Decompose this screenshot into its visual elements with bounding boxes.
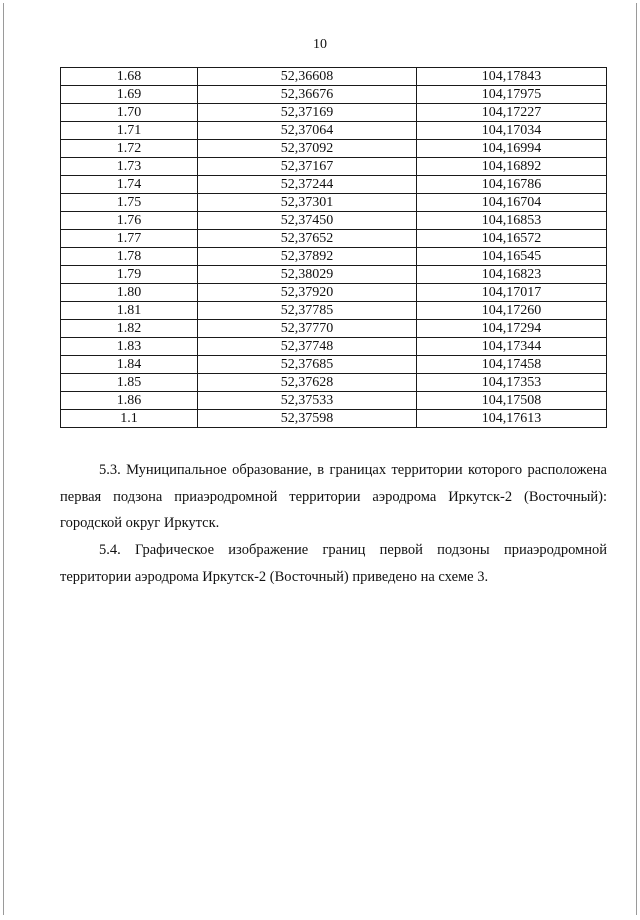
- latitude-cell: 52,37533: [198, 392, 417, 410]
- latitude-cell: 52,37652: [198, 230, 417, 248]
- point-number-cell: 1.69: [61, 86, 198, 104]
- table-row: [61, 374, 607, 392]
- longitude-cell: 104,17227: [417, 104, 607, 122]
- longitude-cell: 104,17843: [417, 68, 607, 86]
- latitude-cell: 52,38029: [198, 266, 417, 284]
- table-row: [61, 104, 607, 122]
- point-number-cell: 1.73: [61, 158, 198, 176]
- point-number-cell: 1.77: [61, 230, 198, 248]
- point-number-cell: 1.75: [61, 194, 198, 212]
- latitude-cell: 52,37064: [198, 122, 417, 140]
- latitude-cell: 52,36676: [198, 86, 417, 104]
- table-row: [61, 194, 607, 212]
- point-number-cell: 1.82: [61, 320, 198, 338]
- latitude-cell: 52,37169: [198, 104, 417, 122]
- table-row: [61, 158, 607, 176]
- latitude-cell: 52,37770: [198, 320, 417, 338]
- table-row: [61, 356, 607, 374]
- table-row: [61, 392, 607, 410]
- table-row: [61, 266, 607, 284]
- table-row: [61, 338, 607, 356]
- latitude-cell: 52,37092: [198, 140, 417, 158]
- point-number-cell: 1.79: [61, 266, 198, 284]
- table-row: [61, 410, 607, 428]
- longitude-cell: 104,16545: [417, 248, 607, 266]
- table-row: [61, 68, 607, 86]
- coordinates-table: [60, 67, 607, 428]
- table-row: [61, 212, 607, 230]
- longitude-cell: 104,16704: [417, 194, 607, 212]
- paragraph-5-3: 5.3. Муниципальное образование, в границах территории которого расположена первая подзона приаэродромной территории аэродрома Иркутск-2 (Восточный): городской округ Иркутск.: [60, 462, 607, 531]
- longitude-cell: 104,16892: [417, 158, 607, 176]
- longitude-cell: 104,17034: [417, 122, 607, 140]
- longitude-cell: 104,17353: [417, 374, 607, 392]
- latitude-cell: 52,37785: [198, 302, 417, 320]
- table-row: [61, 302, 607, 320]
- latitude-cell: 52,36608: [198, 68, 417, 86]
- longitude-cell: 104,17613: [417, 410, 607, 428]
- longitude-cell: 104,16823: [417, 266, 607, 284]
- latitude-cell: 52,37244: [198, 176, 417, 194]
- point-number-cell: 1.71: [61, 122, 198, 140]
- point-number-cell: 1.68: [61, 68, 198, 86]
- point-number-cell: 1.80: [61, 284, 198, 302]
- latitude-cell: 52,37892: [198, 248, 417, 266]
- table-row: [61, 122, 607, 140]
- longitude-cell: 104,17458: [417, 356, 607, 374]
- longitude-cell: 104,17260: [417, 302, 607, 320]
- longitude-cell: 104,17294: [417, 320, 607, 338]
- point-number-cell: 1.70: [61, 104, 198, 122]
- table-row: [61, 176, 607, 194]
- coordinates-table-body: [61, 68, 607, 428]
- table-row: [61, 140, 607, 158]
- longitude-cell: 104,16853: [417, 212, 607, 230]
- longitude-cell: 104,16994: [417, 140, 607, 158]
- point-number-cell: 1.74: [61, 176, 198, 194]
- latitude-cell: 52,37598: [198, 410, 417, 428]
- point-number-cell: 1.76: [61, 212, 198, 230]
- paragraph-5-4: 5.4. Графическое изображение границ первой подзоны приаэродромной территории аэродрома Иркутск-2 (Восточный) приведено на схеме 3.: [60, 542, 607, 585]
- point-number-cell: 1.78: [61, 248, 198, 266]
- latitude-cell: 52,37628: [198, 374, 417, 392]
- point-number-cell: 1.72: [61, 140, 198, 158]
- longitude-cell: 104,16572: [417, 230, 607, 248]
- latitude-cell: 52,37167: [198, 158, 417, 176]
- point-number-cell: 1.81: [61, 302, 198, 320]
- longitude-cell: 104,17344: [417, 338, 607, 356]
- page-number: 10: [313, 37, 327, 52]
- latitude-cell: 52,37920: [198, 284, 417, 302]
- table-row: [61, 320, 607, 338]
- longitude-cell: 104,17508: [417, 392, 607, 410]
- longitude-cell: 104,16786: [417, 176, 607, 194]
- latitude-cell: 52,37685: [198, 356, 417, 374]
- point-number-cell: 1.84: [61, 356, 198, 374]
- latitude-cell: 52,37450: [198, 212, 417, 230]
- table-row: [61, 230, 607, 248]
- latitude-cell: 52,37748: [198, 338, 417, 356]
- table-row: [61, 248, 607, 266]
- table-row: [61, 86, 607, 104]
- point-number-cell: 1.85: [61, 374, 198, 392]
- table-row: [61, 284, 607, 302]
- longitude-cell: 104,17975: [417, 86, 607, 104]
- latitude-cell: 52,37301: [198, 194, 417, 212]
- point-number-cell: 1.1: [61, 410, 198, 428]
- point-number-cell: 1.86: [61, 392, 198, 410]
- longitude-cell: 104,17017: [417, 284, 607, 302]
- point-number-cell: 1.83: [61, 338, 198, 356]
